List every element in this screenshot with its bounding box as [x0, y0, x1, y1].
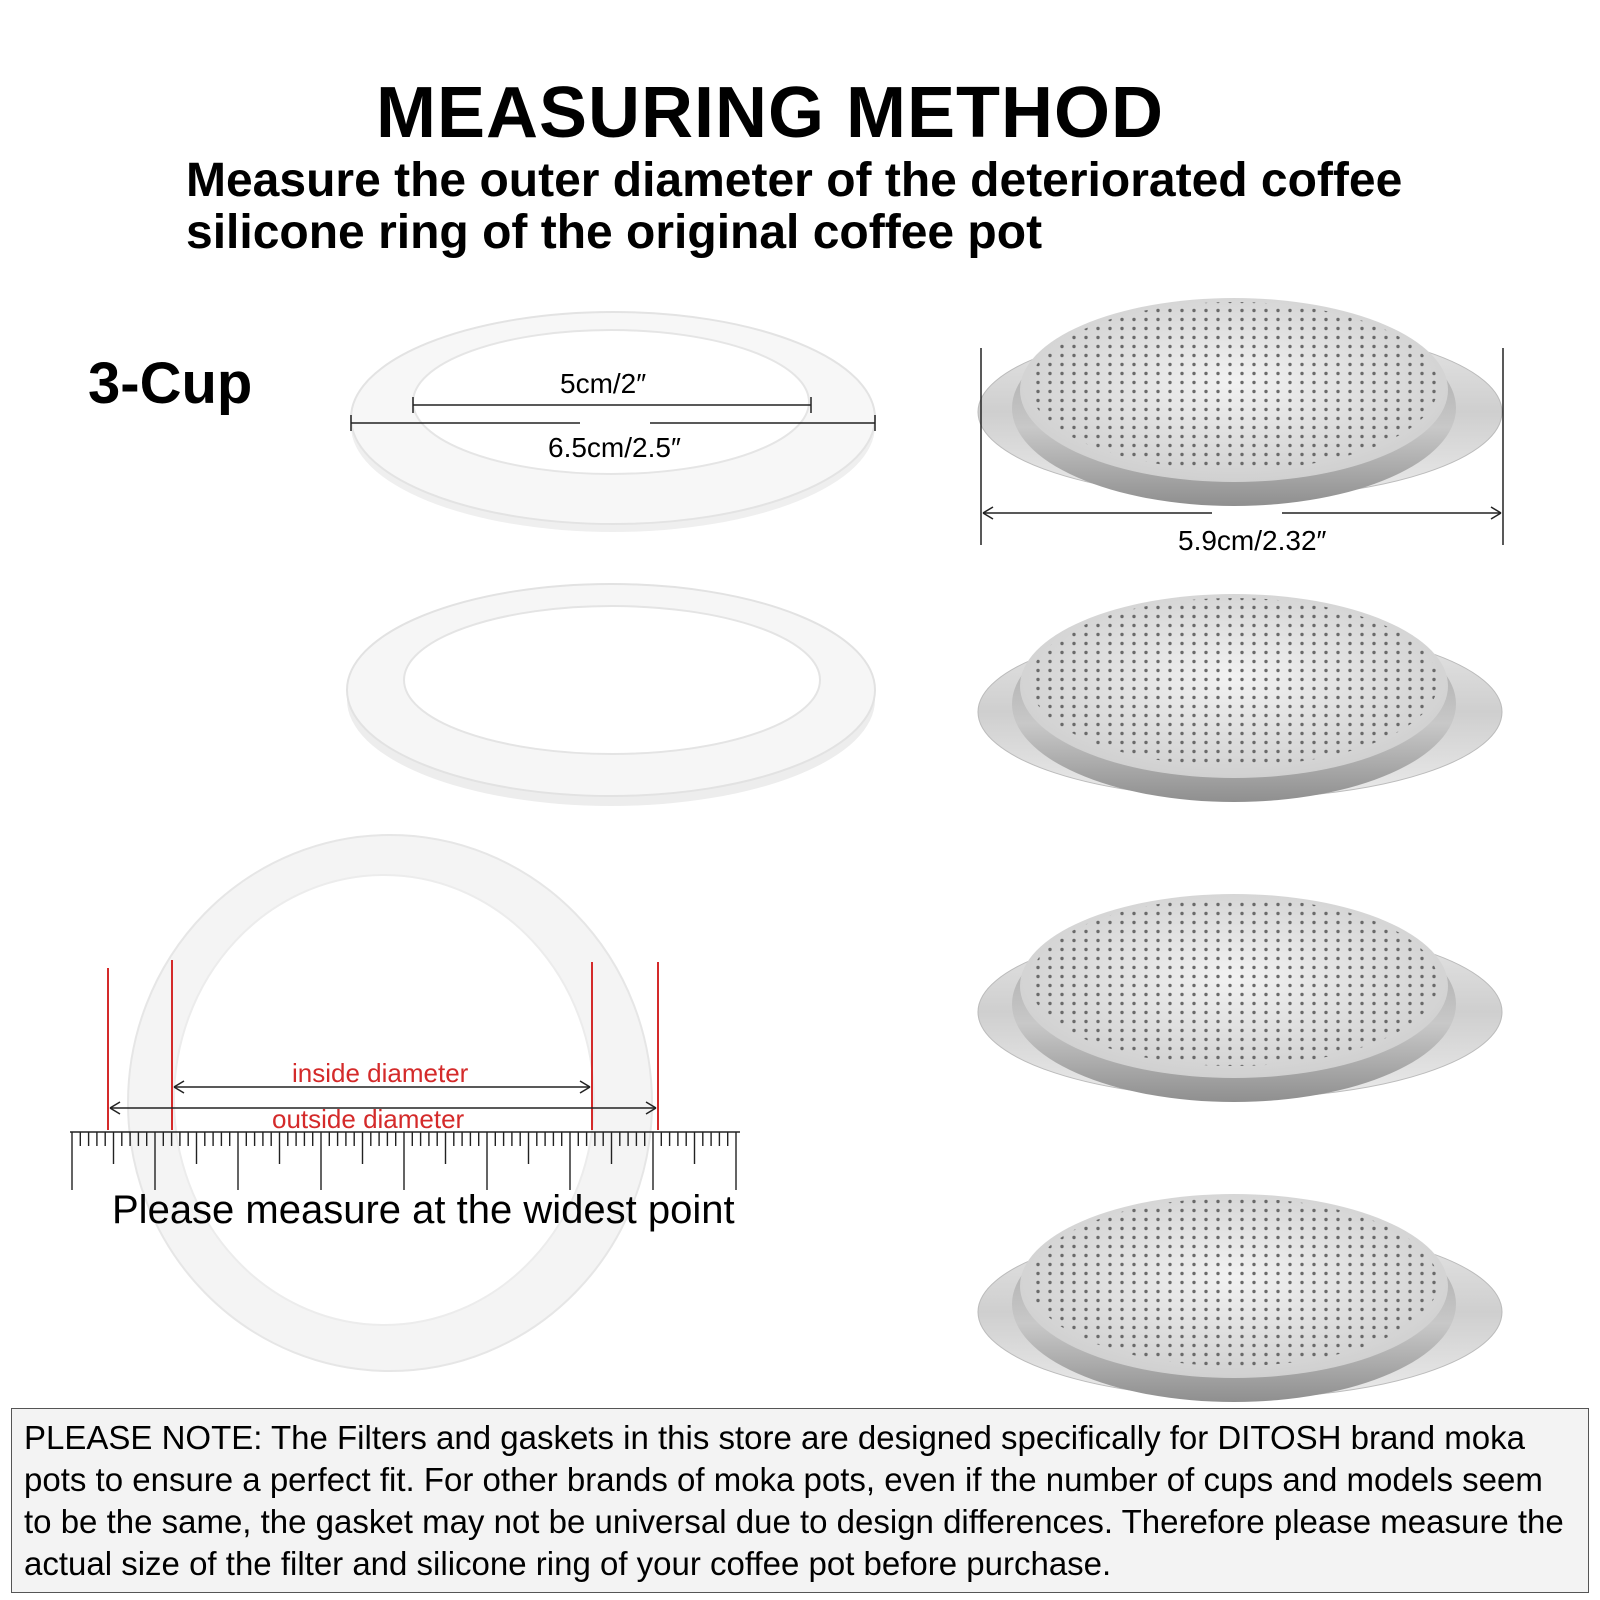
page-title: MEASURING METHOD	[376, 73, 1164, 153]
gasket-front-view	[128, 835, 652, 1371]
page-subtitle: Measure the outer diameter of the deteriorated coffee silicone ring of the original coffee pot	[186, 154, 1403, 259]
inside-diameter-label: inside diameter	[292, 1058, 469, 1088]
gasket-top	[351, 312, 875, 532]
filter-diameter-label: 5.9cm/2.32″	[1178, 525, 1327, 556]
gasket-inner-diameter-label: 5cm/2″	[560, 368, 647, 399]
filter-4	[978, 1194, 1502, 1402]
purchase-note	[11, 1408, 1589, 1593]
gasket-second	[347, 584, 875, 806]
measure-instruction: Please measure at the widest point	[112, 1188, 735, 1232]
cup-size-label: 3-Cup	[88, 351, 253, 416]
filter-1	[978, 298, 1502, 506]
filter-3	[978, 894, 1502, 1102]
purchase-note-text: PLEASE NOTE: The Filters and gaskets in this store are designed specifically for DITOSH brand moka pots to ensure a perfect fit. For other brands of moka pots, even if the number of cups and models seem to be the same, the gasket may not be universal due to design differences. Therefore please measure the actual size of the filter and silicone ring of your coffee pot before purchase.	[24, 1419, 1564, 1582]
gasket-outer-diameter-label: 6.5cm/2.5″	[548, 432, 681, 463]
filter-2	[978, 594, 1502, 802]
outside-diameter-label: outside diameter	[272, 1104, 465, 1134]
